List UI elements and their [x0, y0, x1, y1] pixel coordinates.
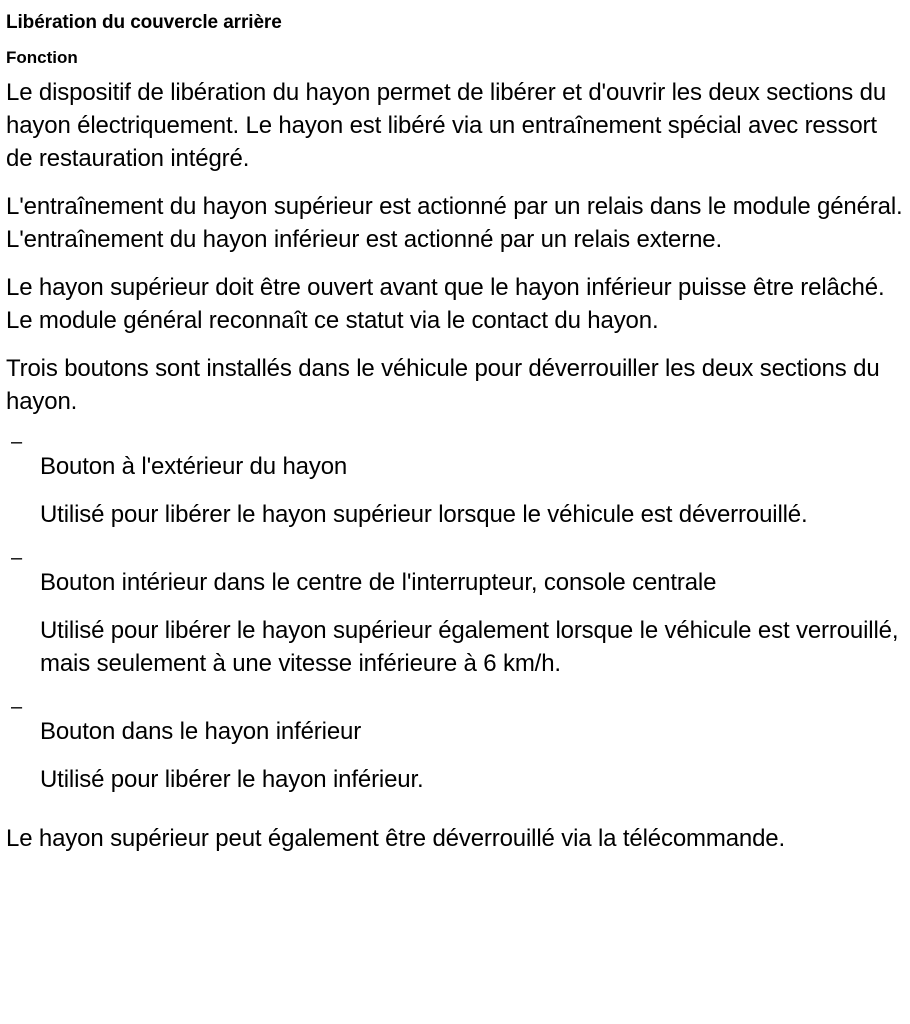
paragraph: L'entraînement du hayon supérieur est actionné par un relais dans le module général. L'entraînement du hayon inférieur est actionné par un relais externe.	[6, 193, 903, 253]
list-item	[6, 549, 910, 680]
paragraph: Le hayon supérieur doit être ouvert avant que le hayon inférieur puisse être relâché. Le module général reconnaît ce statut via le contact du hayon.	[6, 274, 885, 334]
list-item-text: Utilisé pour libérer le hayon inférieur.	[40, 766, 424, 793]
list-dash-marker: –	[11, 431, 23, 453]
list-item-heading: Bouton dans le hayon inférieur	[40, 718, 362, 745]
list-item	[6, 698, 910, 796]
list-item-text: Utilisé pour libérer le hayon supérieur lorsque le véhicule est déverrouillé.	[40, 501, 808, 528]
list-item-heading: Bouton intérieur dans le centre de l'interrupteur, console centrale	[40, 569, 717, 596]
list-item-heading: Bouton à l'extérieur du hayon	[40, 453, 348, 480]
list-dash-marker: –	[11, 547, 23, 569]
closing-paragraph: Le hayon supérieur peut également être déverrouillé via la télécommande.	[6, 825, 786, 852]
list-dash-marker: –	[11, 696, 23, 718]
list-item-text: Utilisé pour libérer le hayon supérieur également lorsque le véhicule est verrouillé, mais seulement à une vitesse inférieure à 6 km/h.	[40, 617, 899, 677]
paragraph: Le dispositif de libération du hayon permet de libérer et d'ouvrir les deux sections du hayon électriquement. Le hayon est libéré via un entraînement spécial avec ressort de restauration intégré.	[6, 79, 887, 172]
section-heading: Fonction	[6, 48, 78, 67]
paragraph: Trois boutons sont installés dans le véhicule pour déverrouiller les deux sections du hayon.	[6, 355, 880, 415]
list-item	[6, 433, 910, 531]
document-title: Libération du couvercle arrière	[6, 12, 282, 33]
